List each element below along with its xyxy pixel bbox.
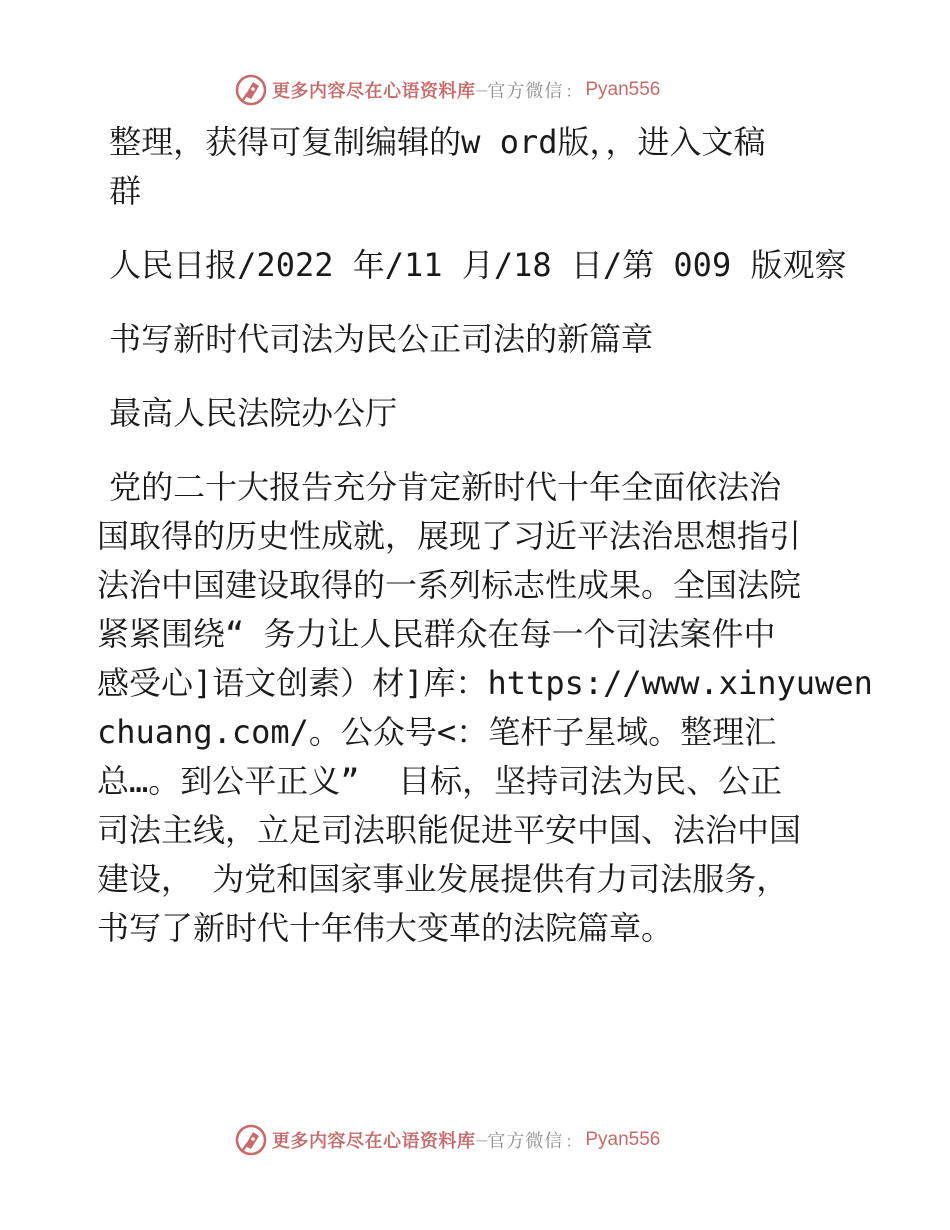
text-line: 书写了新时代十年伟大变革的法院篇章。 <box>97 909 674 947</box>
watermark-brand: 更多内容尽在心语资料库 <box>272 1131 476 1152</box>
text-line: 建设， 为党和国家事业发展提供有力司法服务， <box>97 860 789 898</box>
text-line: 总…。到公平正义” 目标，坚持司法为民、公正 <box>97 762 783 800</box>
text-line: 最高人民法院办公厅 <box>109 394 398 432</box>
text-line: 群 <box>109 172 142 210</box>
watermark-header <box>234 72 714 108</box>
text-line: chuang.com/。公众号<：笔杆子星域。整理汇 <box>97 713 777 751</box>
watermark-brand: 更多内容尽在心语资料库 <box>272 81 476 102</box>
watermark-wechat-label: 官方微信 <box>487 1131 564 1152</box>
body-paragraph <box>97 463 873 953</box>
pen-nib-circle-icon <box>234 73 268 107</box>
text-line: 书写新时代司法为民公正司法的新篇章 <box>109 320 654 358</box>
text-line: 国取得的历史性成就，展现了习近平法治思想指引 <box>97 517 802 555</box>
watermark-dash: — <box>476 79 487 101</box>
text-line: 司法主线，立足司法职能促进平安中国、法治中国 <box>97 811 802 849</box>
intro-paragraph <box>97 118 857 216</box>
watermark-dash: — <box>476 1129 487 1151</box>
watermark-footer <box>234 1122 714 1158</box>
document-body <box>97 118 873 953</box>
watermark-account: Pyan556 <box>585 1129 661 1150</box>
text-line: 法治中国建设取得的一系列标志性成果。全国法院 <box>97 566 802 604</box>
source-line <box>97 241 857 290</box>
watermark-account: Pyan556 <box>585 79 661 100</box>
text-line: 紧紧围绕“ 务力让人民群众在每一个司法案件中 <box>97 615 776 653</box>
article-author <box>97 389 857 438</box>
pen-nib-circle-icon <box>234 1123 268 1157</box>
article-title <box>97 315 857 364</box>
watermark-colon: ： <box>565 1131 582 1151</box>
text-line: 党的二十大报告充分肯定新时代十年全面依法治 <box>109 468 782 506</box>
watermark-colon: ： <box>565 81 582 101</box>
watermark-wechat-label: 官方微信 <box>487 81 564 102</box>
text-line: 人民日报/2022 年/11 月/18 日/第 009 版观察 <box>109 246 847 284</box>
text-line: 整理，获得可复制编辑的w ord版，，进入文稿 <box>109 123 766 161</box>
text-line: 感受心]语文创素）材]库：https://www.xinyuwen <box>97 664 873 702</box>
